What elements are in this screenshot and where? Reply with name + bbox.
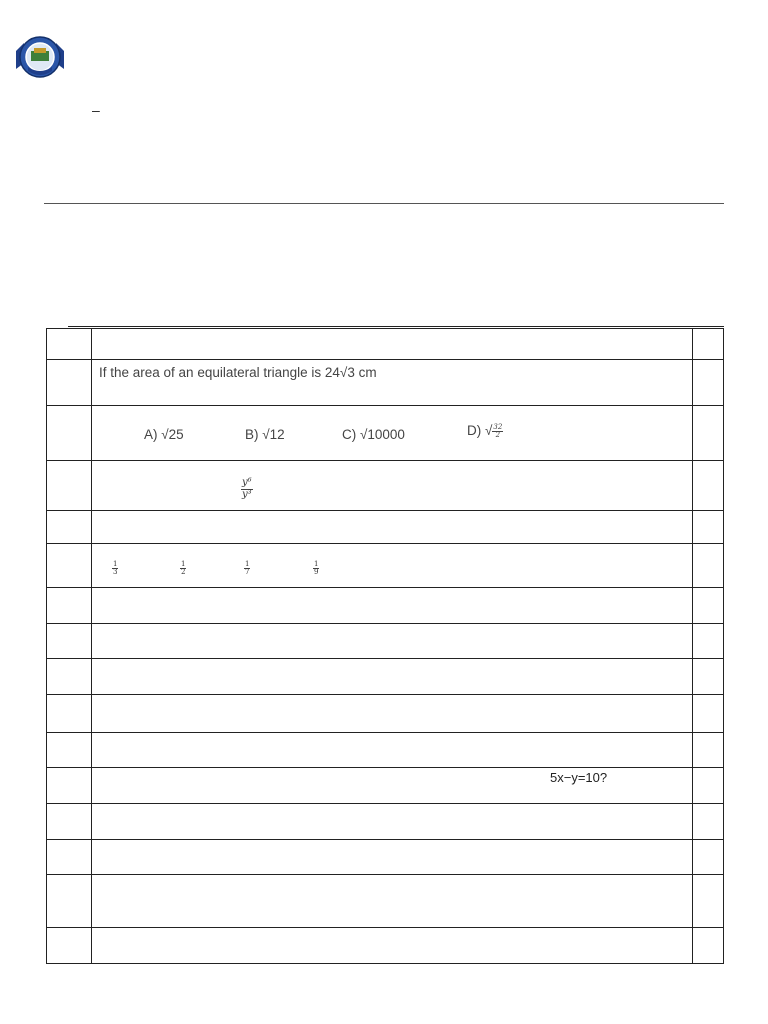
question-cell xyxy=(92,659,693,695)
marks-cell xyxy=(693,544,724,588)
table-row xyxy=(47,624,724,659)
table-row xyxy=(47,360,724,406)
fraction-option xyxy=(180,561,186,577)
question-number-cell xyxy=(47,544,92,588)
fraction-numerator: 1 xyxy=(113,560,118,568)
fraction-denominator: 9 xyxy=(314,568,319,577)
marks-cell xyxy=(693,875,724,928)
fraction-numerator: 1 xyxy=(181,560,186,568)
question-number-cell xyxy=(47,659,92,695)
option-a: A) √25 xyxy=(144,427,184,442)
marks-cell xyxy=(693,511,724,544)
question-number-cell xyxy=(47,406,92,461)
marks-cell xyxy=(693,804,724,840)
question-cell xyxy=(92,875,693,928)
fraction-option xyxy=(112,561,118,577)
table-row xyxy=(47,544,724,588)
header-divider xyxy=(44,203,724,204)
table-row xyxy=(47,768,724,804)
question-cell xyxy=(92,360,693,406)
question-number-cell xyxy=(47,695,92,733)
question-number-cell xyxy=(47,804,92,840)
table-row xyxy=(47,511,724,544)
marks-cell xyxy=(693,840,724,875)
question-number-cell xyxy=(47,624,92,659)
question-cell xyxy=(92,461,693,511)
marks-cell xyxy=(693,329,724,360)
question-cell xyxy=(92,804,693,840)
question-text: If the area of an equilateral triangle is 24√3 cm xyxy=(99,365,377,380)
fraction-denominator: 2 xyxy=(495,430,501,439)
question-cell xyxy=(92,406,693,461)
fraction-numerator: y⁶ xyxy=(242,477,252,488)
marks-cell xyxy=(693,461,724,511)
marks-cell xyxy=(693,768,724,804)
question-number-cell xyxy=(47,733,92,768)
expression-fraction xyxy=(241,478,253,500)
fraction-denominator: 2 xyxy=(181,568,186,577)
question-cell xyxy=(92,329,693,360)
question-cell xyxy=(92,695,693,733)
option-b: B) √12 xyxy=(245,427,285,442)
fraction-numerator: 1 xyxy=(245,560,250,568)
question-cell xyxy=(92,768,693,804)
table-row xyxy=(47,406,724,461)
question-cell xyxy=(92,928,693,964)
fraction-option xyxy=(313,561,319,577)
answer-options xyxy=(92,406,692,460)
fraction-denominator: 7 xyxy=(245,568,250,577)
question-cell xyxy=(92,544,693,588)
marks-cell xyxy=(693,733,724,768)
table-row xyxy=(47,840,724,875)
fraction-option xyxy=(244,561,250,577)
marks-cell xyxy=(693,624,724,659)
fraction-denominator: y³ xyxy=(242,488,252,500)
header-dash: – xyxy=(92,102,100,118)
question-number-cell xyxy=(47,329,92,360)
question-number-cell xyxy=(47,928,92,964)
question-cell xyxy=(92,733,693,768)
question-cell xyxy=(92,511,693,544)
school-crest-logo xyxy=(14,33,66,81)
question-table xyxy=(46,328,724,964)
fraction-denominator: 3 xyxy=(113,568,118,577)
marks-cell xyxy=(693,588,724,624)
marks-cell xyxy=(693,360,724,406)
option-d-label: D) √ xyxy=(467,423,493,438)
question-cell xyxy=(92,588,693,624)
option-d-fraction xyxy=(492,424,503,440)
table-row xyxy=(47,695,724,733)
marks-cell xyxy=(693,659,724,695)
question-number-cell xyxy=(47,511,92,544)
question-number-cell xyxy=(47,461,92,511)
question-cell xyxy=(92,624,693,659)
table-row xyxy=(47,875,724,928)
table-top-rule xyxy=(68,326,724,327)
table-row xyxy=(47,928,724,964)
question-number-cell xyxy=(47,768,92,804)
question-number-cell xyxy=(47,360,92,406)
marks-cell xyxy=(693,928,724,964)
fraction-numerator: 1 xyxy=(314,560,319,568)
marks-cell xyxy=(693,695,724,733)
table-row xyxy=(47,588,724,624)
table-row xyxy=(47,733,724,768)
table-row xyxy=(47,329,724,360)
table-row xyxy=(47,804,724,840)
question-number-cell xyxy=(47,840,92,875)
option-c: C) √10000 xyxy=(342,427,405,442)
question-number-cell xyxy=(47,875,92,928)
table-row xyxy=(47,659,724,695)
fraction-numerator: 32 xyxy=(493,422,503,431)
table-row xyxy=(47,461,724,511)
equation-text: 5x−y=10? xyxy=(550,770,608,785)
option-d xyxy=(467,423,503,439)
question-cell xyxy=(92,840,693,875)
marks-cell xyxy=(693,406,724,461)
question-number-cell xyxy=(47,588,92,624)
